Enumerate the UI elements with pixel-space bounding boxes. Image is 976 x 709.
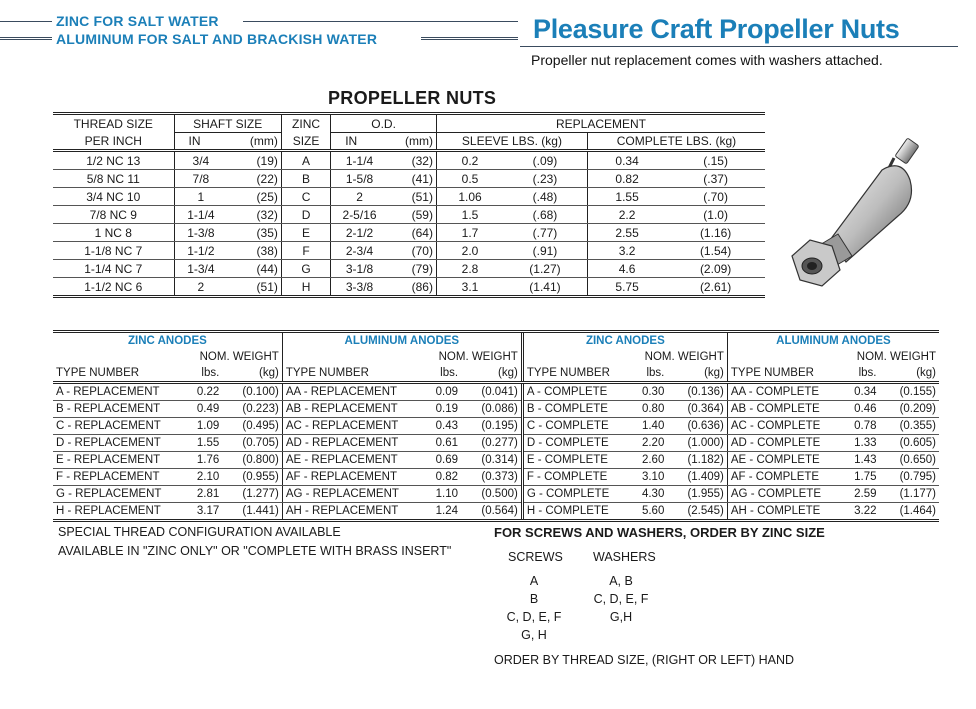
nut-row bbox=[53, 242, 765, 260]
cell-shaft-in: 1-3/4 bbox=[174, 260, 227, 278]
cell-shaft-mm: (38) bbox=[227, 242, 281, 260]
cell-anode-lbs: 0.78 bbox=[840, 418, 880, 435]
cell-od-in: 2 bbox=[331, 188, 388, 206]
cell-anode-type: G - REPLACEMENT bbox=[53, 486, 183, 503]
cell-zinc-size: G bbox=[281, 260, 330, 278]
cell-anode-kg: (0.041) bbox=[461, 383, 522, 401]
propeller-nuts-title: PROPELLER NUTS bbox=[328, 88, 497, 108]
cell-od-mm: (41) bbox=[388, 170, 437, 188]
cell-sleeve-lbs: 1.5 bbox=[436, 206, 503, 224]
cell-anode-type: AF - REPLACEMENT bbox=[282, 469, 421, 486]
cell-anode-type: AB - REPLACEMENT bbox=[282, 401, 421, 418]
cell-od-in: 3-3/8 bbox=[331, 278, 388, 297]
cell-anode-type: AB - COMPLETE bbox=[727, 401, 839, 418]
cell-anode-kg: (0.705) bbox=[222, 435, 282, 452]
page-title: Pleasure Craft Propeller Nuts bbox=[533, 14, 900, 44]
cell-anode-lbs: 3.10 bbox=[628, 469, 668, 486]
cell-shaft-mm: (51) bbox=[227, 278, 281, 297]
cell-anode-type: B - REPLACEMENT bbox=[53, 401, 183, 418]
cell-anode-type: AD - REPLACEMENT bbox=[282, 435, 421, 452]
header-rule-left-1 bbox=[0, 21, 52, 22]
cell-anode-lbs: 0.43 bbox=[421, 418, 461, 435]
cell-anode-type: C - COMPLETE bbox=[522, 418, 627, 435]
washers-heading: WASHERS bbox=[593, 550, 656, 564]
cell-od-in: 2-5/16 bbox=[331, 206, 388, 224]
screw-size: C, D, E, F bbox=[506, 610, 562, 624]
cell-complete-lbs: 2.55 bbox=[587, 224, 666, 242]
col-complete: COMPLETE LBS. (kg) bbox=[587, 133, 765, 151]
cell-anode-type: A - COMPLETE bbox=[522, 383, 627, 401]
cell-sleeve-lbs: 3.1 bbox=[436, 278, 503, 297]
group-zinc-anodes-2: ZINC ANODES bbox=[522, 332, 727, 350]
col-sleeve: SLEEVE LBS. (kg) bbox=[436, 133, 587, 151]
anode-row bbox=[53, 383, 939, 401]
cell-sleeve-kg: (.23) bbox=[503, 170, 587, 188]
cell-thread-size: 1-1/4 NC 7 bbox=[53, 260, 174, 278]
cell-complete-kg: (2.09) bbox=[666, 260, 765, 278]
kg-4: (kg) bbox=[880, 365, 940, 383]
cell-complete-lbs: 5.75 bbox=[587, 278, 666, 297]
cell-anode-lbs: 1.43 bbox=[840, 452, 880, 469]
cell-complete-kg: (2.61) bbox=[666, 278, 765, 297]
cell-sleeve-kg: (.09) bbox=[503, 151, 587, 170]
cell-anode-kg: (0.100) bbox=[222, 383, 282, 401]
cell-sleeve-lbs: 2.0 bbox=[436, 242, 503, 260]
cell-complete-kg: (1.16) bbox=[666, 224, 765, 242]
cell-anode-lbs: 2.20 bbox=[628, 435, 668, 452]
cell-anode-type: AC - COMPLETE bbox=[727, 418, 839, 435]
cell-sleeve-lbs: 0.2 bbox=[436, 151, 503, 170]
cell-anode-kg: (0.564) bbox=[461, 503, 522, 521]
cell-anode-kg: (0.364) bbox=[667, 401, 727, 418]
cell-shaft-mm: (19) bbox=[227, 151, 281, 170]
cell-anode-lbs: 0.19 bbox=[421, 401, 461, 418]
nut-row bbox=[53, 151, 765, 170]
cell-anode-type: E - REPLACEMENT bbox=[53, 452, 183, 469]
cell-anode-lbs: 1.24 bbox=[421, 503, 461, 521]
cell-anode-lbs: 2.59 bbox=[840, 486, 880, 503]
cell-anode-lbs: 1.33 bbox=[840, 435, 880, 452]
cell-sleeve-lbs: 2.8 bbox=[436, 260, 503, 278]
cell-anode-type: C - REPLACEMENT bbox=[53, 418, 183, 435]
header-rule-left-2 bbox=[0, 37, 52, 40]
cell-anode-kg: (0.195) bbox=[461, 418, 522, 435]
cell-anode-kg: (0.086) bbox=[461, 401, 522, 418]
cell-anode-type: D - COMPLETE bbox=[522, 435, 627, 452]
cell-anode-lbs: 1.76 bbox=[183, 452, 223, 469]
cell-complete-kg: (.37) bbox=[666, 170, 765, 188]
cell-anode-lbs: 4.30 bbox=[628, 486, 668, 503]
header-rule-right-1 bbox=[243, 21, 518, 22]
cell-anode-lbs: 0.34 bbox=[840, 383, 880, 401]
cell-anode-kg: (0.277) bbox=[461, 435, 522, 452]
screw-size: B bbox=[529, 592, 539, 606]
cell-anode-type: AH - COMPLETE bbox=[727, 503, 839, 521]
cell-anode-lbs: 1.10 bbox=[421, 486, 461, 503]
col-replacement: REPLACEMENT bbox=[436, 114, 765, 133]
cell-zinc-size: B bbox=[281, 170, 330, 188]
cell-complete-lbs: 2.2 bbox=[587, 206, 666, 224]
cell-anode-kg: (0.800) bbox=[222, 452, 282, 469]
col-od-mm: (mm) bbox=[388, 133, 437, 151]
cell-anode-type: AE - COMPLETE bbox=[727, 452, 839, 469]
cell-thread-size: 1-1/2 NC 6 bbox=[53, 278, 174, 297]
cell-anode-lbs: 1.75 bbox=[840, 469, 880, 486]
screw-size: G, H bbox=[521, 628, 547, 642]
cell-zinc-size: A bbox=[281, 151, 330, 170]
cell-anode-kg: (1.000) bbox=[667, 435, 727, 452]
note-special-thread: SPECIAL THREAD CONFIGURATION AVAILABLE bbox=[58, 525, 341, 539]
cell-anode-lbs: 1.09 bbox=[183, 418, 223, 435]
col-thread-per-inch: PER INCH bbox=[53, 133, 174, 151]
cell-anode-kg: (0.136) bbox=[667, 383, 727, 401]
cell-anode-type: AF - COMPLETE bbox=[727, 469, 839, 486]
order-footer: ORDER BY THREAD SIZE, (RIGHT OR LEFT) HAND bbox=[494, 653, 795, 667]
cell-sleeve-kg: (1.27) bbox=[503, 260, 587, 278]
cell-anode-kg: (0.155) bbox=[880, 383, 940, 401]
washer-size: G,H bbox=[609, 610, 633, 624]
cell-zinc-size: F bbox=[281, 242, 330, 260]
washer-size: A, B bbox=[609, 574, 633, 588]
cell-anode-kg: (0.636) bbox=[667, 418, 727, 435]
col-shaft-size: SHAFT SIZE bbox=[174, 114, 281, 133]
cell-od-mm: (64) bbox=[388, 224, 437, 242]
col-od: O.D. bbox=[331, 114, 437, 133]
cell-anode-type: H - REPLACEMENT bbox=[53, 503, 183, 521]
propeller-nuts-table bbox=[53, 112, 765, 298]
cell-shaft-mm: (25) bbox=[227, 188, 281, 206]
cell-sleeve-kg: (.91) bbox=[503, 242, 587, 260]
cell-shaft-mm: (22) bbox=[227, 170, 281, 188]
cell-od-mm: (86) bbox=[388, 278, 437, 297]
cell-zinc-size: E bbox=[281, 224, 330, 242]
cell-anode-lbs: 0.61 bbox=[421, 435, 461, 452]
cell-zinc-size: C bbox=[281, 188, 330, 206]
page-subtitle: Propeller nut replacement comes with washers attached. bbox=[531, 52, 883, 68]
cell-thread-size: 1-1/8 NC 7 bbox=[53, 242, 174, 260]
order-screws-washers-title: FOR SCREWS AND WASHERS, ORDER BY ZINC SIZE bbox=[494, 525, 825, 540]
header-line-2: ALUMINUM FOR SALT AND BRACKISH WATER bbox=[56, 31, 378, 47]
cell-shaft-in: 7/8 bbox=[174, 170, 227, 188]
cell-od-mm: (79) bbox=[388, 260, 437, 278]
cell-anode-kg: (1.182) bbox=[667, 452, 727, 469]
cell-anode-type: AE - REPLACEMENT bbox=[282, 452, 421, 469]
cell-anode-type: G - COMPLETE bbox=[522, 486, 627, 503]
cell-od-in: 2-3/4 bbox=[331, 242, 388, 260]
cell-anode-kg: (0.373) bbox=[461, 469, 522, 486]
cell-zinc-size: H bbox=[281, 278, 330, 297]
kg-3: (kg) bbox=[667, 365, 727, 383]
note-availability: AVAILABLE IN "ZINC ONLY" OR "COMPLETE WITH BRASS INSERT" bbox=[58, 544, 452, 558]
type-number-1: TYPE NUMBER bbox=[53, 365, 183, 383]
col-thread-size: THREAD SIZE bbox=[53, 114, 174, 133]
cell-anode-kg: (1.277) bbox=[222, 486, 282, 503]
cell-anode-lbs: 0.22 bbox=[183, 383, 223, 401]
anode-row bbox=[53, 452, 939, 469]
cell-anode-lbs: 3.22 bbox=[840, 503, 880, 521]
cell-anode-lbs: 1.40 bbox=[628, 418, 668, 435]
cell-thread-size: 7/8 NC 9 bbox=[53, 206, 174, 224]
nom-weight-4: NOM. WEIGHT bbox=[856, 350, 936, 363]
cell-od-in: 1-1/4 bbox=[331, 151, 388, 170]
col-shaft-in: IN bbox=[174, 133, 227, 151]
cell-complete-lbs: 0.82 bbox=[587, 170, 666, 188]
cell-sleeve-lbs: 1.06 bbox=[436, 188, 503, 206]
cell-anode-lbs: 0.46 bbox=[840, 401, 880, 418]
cell-shaft-in: 2 bbox=[174, 278, 227, 297]
cell-od-mm: (59) bbox=[388, 206, 437, 224]
cell-sleeve-kg: (.68) bbox=[503, 206, 587, 224]
washer-size: C, D, E, F bbox=[593, 592, 649, 606]
cell-complete-lbs: 3.2 bbox=[587, 242, 666, 260]
anode-row bbox=[53, 486, 939, 503]
cell-shaft-in: 1-3/8 bbox=[174, 224, 227, 242]
cell-od-mm: (70) bbox=[388, 242, 437, 260]
anode-row bbox=[53, 435, 939, 452]
nut-row bbox=[53, 278, 765, 297]
cell-sleeve-kg: (1.41) bbox=[503, 278, 587, 297]
cell-anode-kg: (0.955) bbox=[222, 469, 282, 486]
cell-complete-lbs: 0.34 bbox=[587, 151, 666, 170]
cell-anode-type: AD - COMPLETE bbox=[727, 435, 839, 452]
cell-od-mm: (51) bbox=[388, 188, 437, 206]
cell-anode-type: H - COMPLETE bbox=[522, 503, 627, 521]
group-zinc-anodes-1: ZINC ANODES bbox=[53, 332, 282, 350]
nom-weight-2: NOM. WEIGHT bbox=[438, 350, 518, 363]
cell-anode-type: E - COMPLETE bbox=[522, 452, 627, 469]
cell-shaft-mm: (44) bbox=[227, 260, 281, 278]
cell-anode-lbs: 0.82 bbox=[421, 469, 461, 486]
cell-anode-kg: (0.795) bbox=[880, 469, 940, 486]
cell-thread-size: 1/2 NC 13 bbox=[53, 151, 174, 170]
cell-anode-type: AC - REPLACEMENT bbox=[282, 418, 421, 435]
cell-complete-kg: (1.0) bbox=[666, 206, 765, 224]
type-number-3: TYPE NUMBER bbox=[522, 365, 627, 383]
cell-anode-lbs: 0.49 bbox=[183, 401, 223, 418]
cell-shaft-in: 1 bbox=[174, 188, 227, 206]
title-underline bbox=[520, 46, 958, 47]
cell-od-in: 3-1/8 bbox=[331, 260, 388, 278]
cell-anode-kg: (0.223) bbox=[222, 401, 282, 418]
cell-od-in: 2-1/2 bbox=[331, 224, 388, 242]
cell-anode-lbs: 0.69 bbox=[421, 452, 461, 469]
cell-anode-kg: (1.955) bbox=[667, 486, 727, 503]
cell-complete-kg: (.15) bbox=[666, 151, 765, 170]
lbs-2: lbs. bbox=[421, 365, 461, 383]
cell-anode-type: F - COMPLETE bbox=[522, 469, 627, 486]
cell-complete-kg: (1.54) bbox=[666, 242, 765, 260]
anode-row bbox=[53, 401, 939, 418]
cell-anode-type: A - REPLACEMENT bbox=[53, 383, 183, 401]
cell-anode-kg: (1.409) bbox=[667, 469, 727, 486]
nut-row bbox=[53, 206, 765, 224]
col-zinc-size-2: SIZE bbox=[281, 133, 330, 151]
kg-1: (kg) bbox=[222, 365, 282, 383]
cell-thread-size: 3/4 NC 10 bbox=[53, 188, 174, 206]
cell-anode-lbs: 0.80 bbox=[628, 401, 668, 418]
cell-anode-kg: (1.464) bbox=[880, 503, 940, 521]
cell-anode-type: D - REPLACEMENT bbox=[53, 435, 183, 452]
cell-shaft-mm: (32) bbox=[227, 206, 281, 224]
cell-anode-kg: (1.441) bbox=[222, 503, 282, 521]
nut-row bbox=[53, 260, 765, 278]
cell-shaft-mm: (35) bbox=[227, 224, 281, 242]
cell-complete-kg: (.70) bbox=[666, 188, 765, 206]
cell-shaft-in: 1-1/4 bbox=[174, 206, 227, 224]
cell-anode-type: AA - REPLACEMENT bbox=[282, 383, 421, 401]
nut-row bbox=[53, 170, 765, 188]
cell-anode-kg: (0.605) bbox=[880, 435, 940, 452]
type-number-2: TYPE NUMBER bbox=[282, 365, 421, 383]
cell-anode-kg: (2.545) bbox=[667, 503, 727, 521]
cell-anode-type: AG - REPLACEMENT bbox=[282, 486, 421, 503]
type-number-4: TYPE NUMBER bbox=[727, 365, 839, 383]
cell-anode-lbs: 1.55 bbox=[183, 435, 223, 452]
cell-sleeve-lbs: 0.5 bbox=[436, 170, 503, 188]
anodes-table bbox=[53, 330, 939, 522]
cell-shaft-in: 1-1/2 bbox=[174, 242, 227, 260]
cell-anode-type: AA - COMPLETE bbox=[727, 383, 839, 401]
col-zinc-size: ZINC bbox=[281, 114, 330, 133]
cell-complete-lbs: 1.55 bbox=[587, 188, 666, 206]
nom-weight-3: NOM. WEIGHT bbox=[644, 350, 724, 363]
cell-anode-type: F - REPLACEMENT bbox=[53, 469, 183, 486]
cell-anode-kg: (0.314) bbox=[461, 452, 522, 469]
cell-anode-lbs: 3.17 bbox=[183, 503, 223, 521]
cell-sleeve-kg: (.77) bbox=[503, 224, 587, 242]
cell-anode-type: B - COMPLETE bbox=[522, 401, 627, 418]
lbs-3: lbs. bbox=[628, 365, 668, 383]
propeller-nut-illustration bbox=[782, 128, 942, 298]
cell-thread-size: 5/8 NC 11 bbox=[53, 170, 174, 188]
header-rule-right-2 bbox=[421, 37, 518, 40]
screws-heading: SCREWS bbox=[508, 550, 563, 564]
anode-row bbox=[53, 469, 939, 486]
screw-size: A bbox=[529, 574, 539, 588]
nut-row bbox=[53, 188, 765, 206]
cell-anode-lbs: 2.60 bbox=[628, 452, 668, 469]
cell-anode-lbs: 0.09 bbox=[421, 383, 461, 401]
anode-row bbox=[53, 503, 939, 521]
cell-od-mm: (32) bbox=[388, 151, 437, 170]
anode-row bbox=[53, 418, 939, 435]
cell-anode-kg: (0.355) bbox=[880, 418, 940, 435]
group-aluminum-anodes-1: ALUMINUM ANODES bbox=[282, 332, 522, 350]
group-aluminum-anodes-2: ALUMINUM ANODES bbox=[727, 332, 939, 350]
cell-complete-lbs: 4.6 bbox=[587, 260, 666, 278]
kg-2: (kg) bbox=[461, 365, 522, 383]
col-od-in: IN bbox=[331, 133, 388, 151]
cell-anode-type: AG - COMPLETE bbox=[727, 486, 839, 503]
cell-anode-type: AH - REPLACEMENT bbox=[282, 503, 421, 521]
cell-sleeve-kg: (.48) bbox=[503, 188, 587, 206]
cell-thread-size: 1 NC 8 bbox=[53, 224, 174, 242]
cell-anode-kg: (0.500) bbox=[461, 486, 522, 503]
lbs-4: lbs. bbox=[840, 365, 880, 383]
cell-sleeve-lbs: 1.7 bbox=[436, 224, 503, 242]
cell-anode-kg: (0.495) bbox=[222, 418, 282, 435]
cell-anode-lbs: 5.60 bbox=[628, 503, 668, 521]
nom-weight-1: NOM. WEIGHT bbox=[199, 350, 279, 363]
lbs-1: lbs. bbox=[183, 365, 223, 383]
cell-od-in: 1-5/8 bbox=[331, 170, 388, 188]
cell-anode-lbs: 2.81 bbox=[183, 486, 223, 503]
cell-anode-lbs: 0.30 bbox=[628, 383, 668, 401]
cell-anode-kg: (0.209) bbox=[880, 401, 940, 418]
cell-anode-kg: (1.177) bbox=[880, 486, 940, 503]
col-shaft-mm: (mm) bbox=[227, 133, 281, 151]
header-line-1: ZINC FOR SALT WATER bbox=[56, 13, 219, 29]
cell-shaft-in: 3/4 bbox=[174, 151, 227, 170]
cell-anode-kg: (0.650) bbox=[880, 452, 940, 469]
cell-anode-lbs: 2.10 bbox=[183, 469, 223, 486]
nut-row bbox=[53, 224, 765, 242]
cell-zinc-size: D bbox=[281, 206, 330, 224]
